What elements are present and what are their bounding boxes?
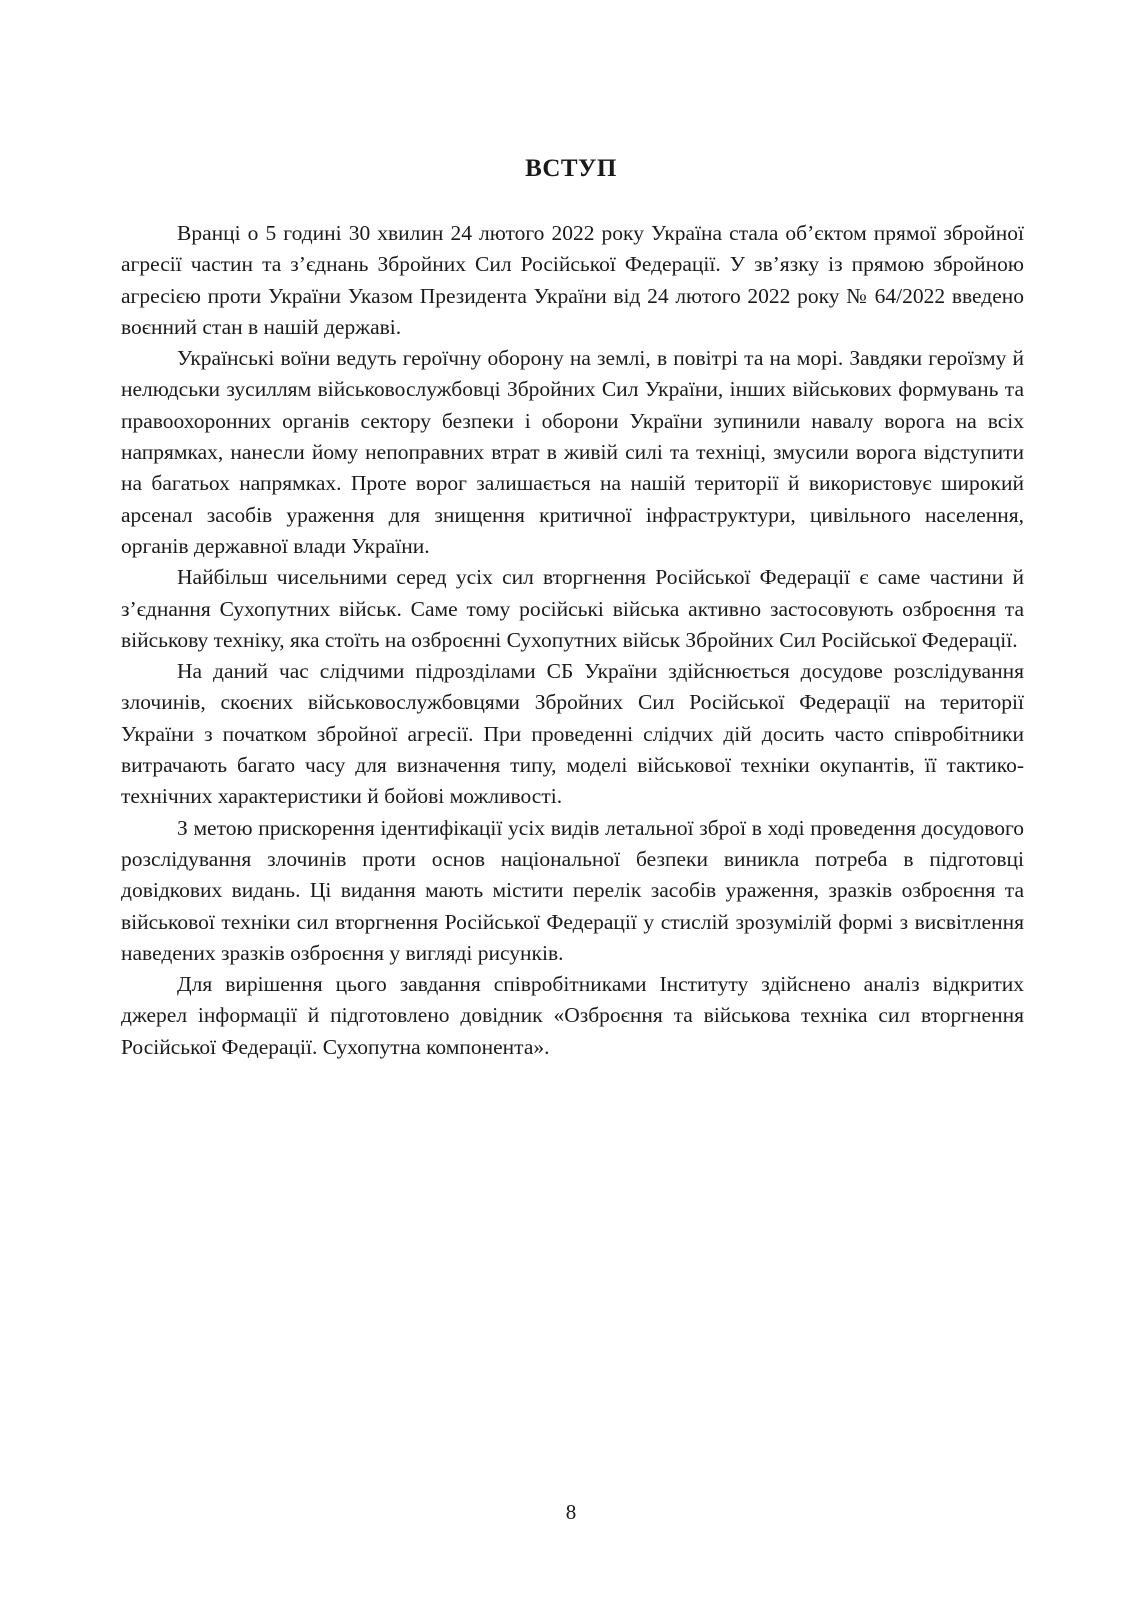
page-number: 8: [565, 1500, 577, 1524]
body-text: [121, 218, 1024, 1063]
section-heading: ВСТУП: [525, 155, 617, 182]
paragraph-2: Українські воїни ведуть героїчну оборону на землі, в повітрі та на морі. Завдяки героїзму й нелюдськи зусиллям військовослужбовці Збройних Сил України, інших військових формувань та правоохоронних органів сектору безпеки і оборони України зупинили навалу ворога на всіх напрямках, нанесли йому непоправних втрат в живій силі та техніці, змусили ворога відступити на багатьох напрямках. Проте ворог залишається на нашій території й використовує широкий арсенал засобів ураження для знищення критичної інфраструктури, цивільного населення, органів державної влади України.: [121, 346, 1024, 558]
paragraph-6: Для вирішення цього завдання співробітниками Інституту здійснено аналіз відкритих джерел інформації й підготовлено довідник «Озброєння та військова техніка сил вторгнення Російської Федерації. Сухопутна компонента».: [121, 972, 1024, 1059]
paragraph-1: Вранці о 5 годині 30 хвилин 24 лютого 2022 року Україна стала об’єктом прямої збройної агресії частин та з’єднань Збройних Сил Російської Федерації. У зв’язку із прямою збройною агресією проти України Указом Президента України від 24 лютого 2022 року № 64/2022 введено воєнний стан в нашій державі.: [121, 221, 1024, 339]
paragraph-3: Найбільш чисельними серед усіх сил вторгнення Російської Федерації є саме частини й з’єднання Сухопутних військ. Саме тому російські війська активно застосовують озброєння та військову техніку, яка стоїть на озброєнні Сухопутних військ Збройних Сил Російської Федерації.: [121, 565, 1024, 652]
paragraph-4: На даний час слідчими підрозділами СБ України здійснюється досудове розслідування злочинів, скоєних військовослужбовцями Збройних Сил Російської Федерації на території України з початком збройної агресії. При проведенні слідчих дій досить часто співробітники витрачають багато часу для визначення типу, моделі військової техніки окупантів, її тактико-технічних характеристики й бойові можливості.: [121, 659, 1024, 809]
paragraph-5: З метою прискорення ідентифікації усіх видів летальної зброї в ході проведення досудового розслідування злочинів проти основ національної безпеки виникла потреба в підготовці довідкових видань. Ці видання мають містити перелік засобів ураження, зразків озброєння та військової техніки сил вторгнення Російської Федерації у стислій зрозумілій формі з висвітлення наведених зразків озброєння у вигляді рисунків.: [121, 815, 1024, 965]
